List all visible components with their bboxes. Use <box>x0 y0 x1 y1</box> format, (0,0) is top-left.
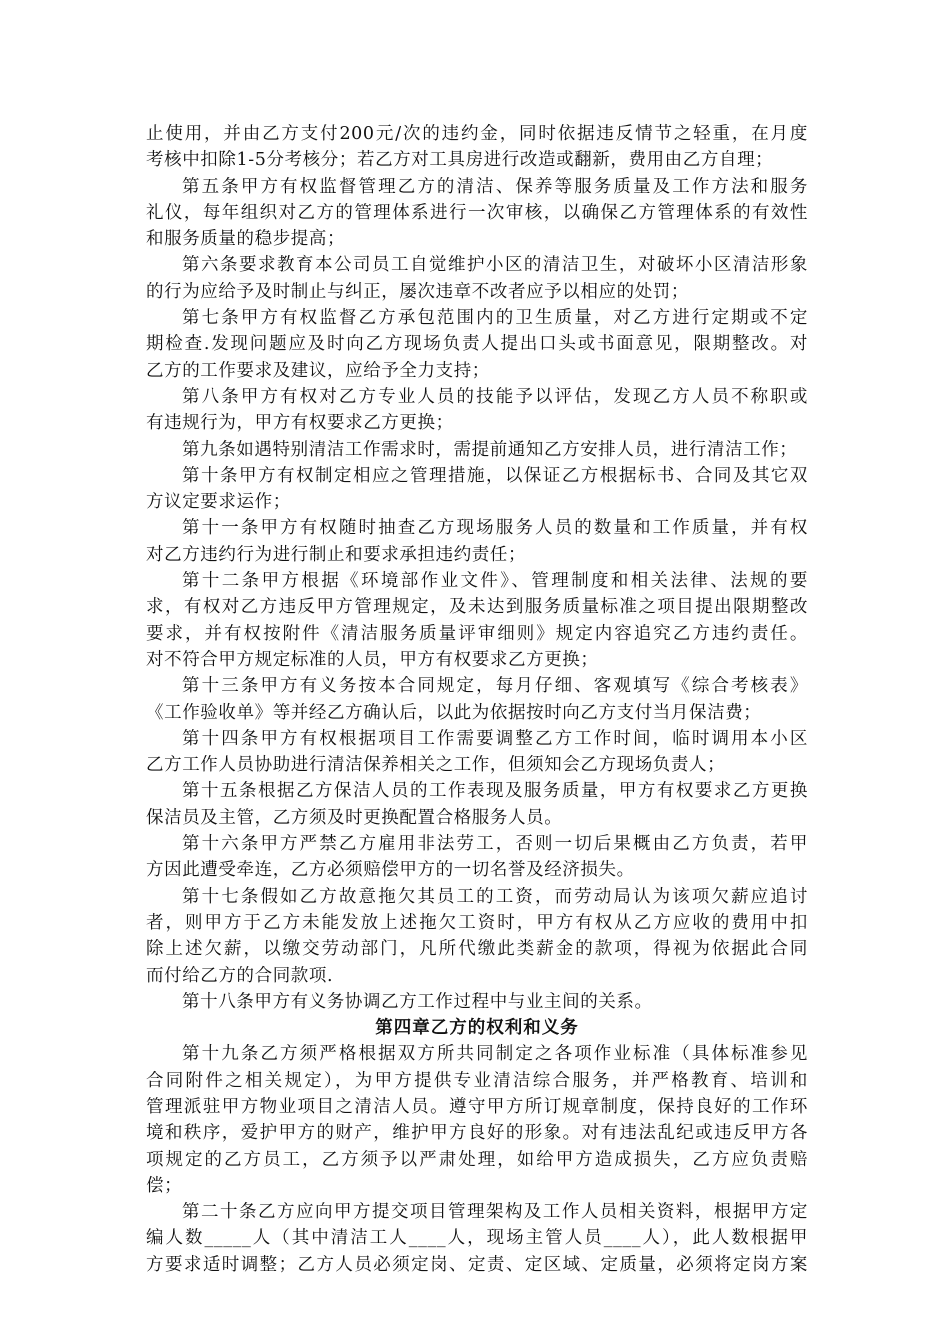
article-13-line: 第十三条甲方有义务按本合同规定，每月仔细、客观填写《综合考核表》 <box>182 676 808 697</box>
article-19-line: 第十九条乙方须严格根据双方所共同制定之各项作业标准（具体标准参见 <box>182 1044 808 1065</box>
text-line: 管理派驻甲方物业项目之清洁人员。遵守甲方所订规章制度，保持良好的工作环 <box>146 1096 808 1117</box>
text-line: 方要求适时调整；乙方人员必须定岗、定责、定区域、定质量，必须将定岗方案 <box>146 1254 808 1275</box>
text-line: 对不符合甲方规定标准的人员，甲方有权要求乙方更换； <box>146 649 599 670</box>
article-15-line: 第十五条根据乙方保洁人员的工作表现及服务质量，甲方有权要求乙方更换 <box>182 781 808 802</box>
article-10-line: 第十条甲方有权制定相应之管理措施，以保证乙方根据标书、合同及其它双 <box>182 465 808 486</box>
text-line: 者，则甲方于乙方未能发放上述拖欠工资时，甲方有权从乙方应收的费用中扣 <box>146 912 808 933</box>
article-14-line: 第十四条甲方有权根据项目工作需要调整乙方工作时间，临时调用本小区 <box>182 728 808 749</box>
text-line: 对乙方违约行为进行制止和要求承担违约责任； <box>146 544 527 565</box>
article-7-line: 第七条甲方有权监督乙方承包范围内的卫生质量，对乙方进行定期或不定 <box>182 308 808 329</box>
text-line: 偿； <box>146 1175 183 1196</box>
text-line: 项规定的乙方员工，乙方须予以严肃处理，如给甲方造成损失，乙方应负责赔 <box>146 1149 808 1170</box>
article-5-line: 第五条甲方有权监督管理乙方的清洁、保养等服务质量及工作方法和服务 <box>182 176 808 197</box>
article-8-line: 第八条甲方有权对乙方专业人员的技能予以评估，发现乙方人员不称职或 <box>182 386 808 407</box>
text-line: 期检查.发现问题应及时向乙方现场负责人提出口头或书面意见，限期整改。对 <box>146 334 808 355</box>
text-line: 合同附件之相关规定），为甲方提供专业清洁综合服务，并严格教育、培训和 <box>146 1070 808 1091</box>
article-16-line: 第十六条甲方严禁乙方雇用非法劳工，否则一切后果概由乙方负责，若甲 <box>182 834 808 855</box>
article-18-line: 第十八条甲方有义务协调乙方工作过程中与业主间的关系。 <box>182 991 653 1012</box>
text-line: 求，有权对乙方违反甲方管理规定，及未达到服务质量标准之项目提出限期整改 <box>146 597 808 618</box>
article-12-line: 第十二条甲方根据《环境部作业文件》、管理制度和相关法律、法规的要 <box>182 571 808 592</box>
text-line: 和服务质量的稳步提高； <box>146 229 346 250</box>
article-20-line: 第二十条乙方应向甲方提交项目管理架构及工作人员相关资料，根据甲方定 <box>182 1202 808 1223</box>
text-line: 保洁员及主管，乙方须及时更换配置合格服务人员。 <box>146 807 563 828</box>
text-line: 礼仪，每年组织对乙方的管理体系进行一次审核，以确保乙方管理体系的有效性 <box>146 202 808 223</box>
article-17-line: 第十七条假如乙方故意拖欠其员工的工资，而劳动局认为该项欠薪应追讨 <box>182 886 808 907</box>
text-line: 考核中扣除1-5分考核分；若乙方对工具房进行改造或翻新，费用由乙方自理； <box>146 150 774 171</box>
text-line: 止使用，并由乙方支付200元/次的违约金，同时依据违反情节之轻重，在月度 <box>146 124 808 144</box>
article-11-line: 第十一条甲方有权随时抽查乙方现场服务人员的数量和工作质量，并有权 <box>182 518 808 539</box>
text-line: 编人数_____人（其中清洁工人____人，现场主管人员____人），此人数根据甲 <box>146 1228 808 1249</box>
text-line: 《工作验收单》等并经乙方确认后，以此为依据按时向乙方支付当月保洁费； <box>146 702 762 723</box>
text-line: 方因此遭受牵连，乙方必须赔偿甲方的一切名誉及经济损失。 <box>146 860 635 881</box>
text-line: 境和秩序，爱护甲方的财产，维护甲方良好的形象。对有违法乱纪或违反甲方各 <box>146 1123 808 1144</box>
text-line: 而付给乙方的合同款项. <box>146 965 334 986</box>
article-9-line: 第九条如遇特别清洁工作需求时，需提前通知乙方安排人员，进行清洁工作； <box>182 439 798 460</box>
document-page <box>146 121 808 1278</box>
article-6-line: 第六条要求教育本公司员工自觉维护小区的清洁卫生，对破坏小区清洁形象 <box>182 255 808 276</box>
text-line: 除上述欠薪，以缴交劳动部门，凡所代缴此类薪金的款项，得视为依据此合同 <box>146 939 808 960</box>
text-line: 要求，并有权按附件《清洁服务质量评审细则》规定内容追究乙方违约责任。 <box>146 623 808 644</box>
text-line: 乙方工作人员协助进行清洁保养相关之工作，但须知会乙方现场负责人； <box>146 755 726 776</box>
text-line: 有违规行为，甲方有权要求乙方更换； <box>146 413 454 434</box>
chapter-heading: 第四章乙方的权利和义务 <box>375 1018 579 1039</box>
text-line: 的行为应给予及时制止与纠正，屡次违章不改者应予以相应的处罚； <box>146 281 689 302</box>
text-line: 乙方的工作要求及建议，应给予全力支持； <box>146 360 490 381</box>
text-line: 方议定要求运作； <box>146 492 291 513</box>
